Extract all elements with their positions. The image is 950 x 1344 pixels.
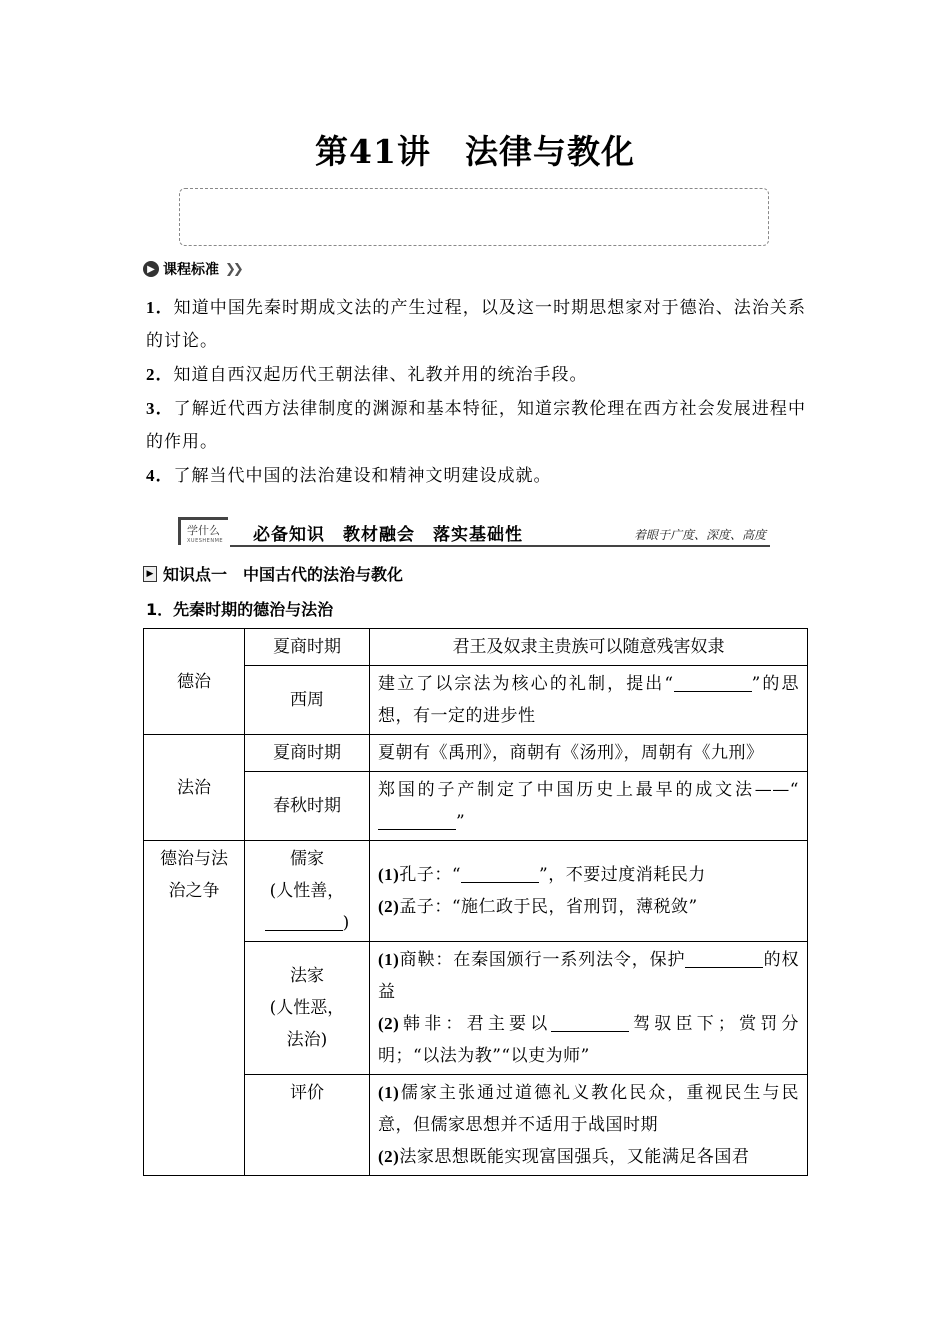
fill-blank[interactable] [461,865,539,883]
play-circle-icon: ▶ [143,261,159,277]
content-cell: (1)孔子：“ ”，不要过度消耗民力 (2)孟子：“施仁政于民，省刑罚，薄税敛” [370,841,808,942]
period-cell: 夏商时期 [245,735,370,772]
double-chevron-icon: ❯❯ [225,261,241,277]
knowledge-table [143,628,808,1176]
play-square-icon: ▶ [143,566,157,582]
category-cell: 法治 [144,735,245,841]
evaluation-cell: 评价 [245,1075,370,1176]
table-row [144,841,808,942]
content-cell: 君王及奴隶主贵族可以随意残害奴隶 [370,629,808,666]
category-cell: 德治与法治之争 [144,841,245,1176]
content-cell: 建立了以宗法为核心的礼制，提出“ ”的思想，有一定的进步性 [370,666,808,735]
xueshenme-logo: 学什么 XUESHENME [178,517,228,545]
fill-blank[interactable] [265,913,343,931]
course-standard-heading [143,259,241,279]
course-standard-list [146,291,806,493]
school-cell: 儒家 (人性善， ) [245,841,370,942]
fill-blank[interactable] [378,812,456,830]
standard-item: 4．了解当代中国的法治建设和精神文明建设成就。 [146,466,552,486]
standard-item: 3．了解近代西方法律制度的渊源和基本特征，知道宗教伦理在西方社会发展进程中的作用。 [146,399,807,452]
content-cell: 夏朝有《禹刑》，商朝有《汤刑》，周朝有《九刑》 [370,735,808,772]
subheading: 1．先秦时期的德治与法治 [146,600,334,619]
fill-blank[interactable] [674,674,752,692]
knowledge-point-heading: ▶ 知识点一 中国古代的法治与教化 [143,562,403,585]
section-banner [178,517,770,547]
fill-blank[interactable] [685,950,763,968]
period-cell: 夏商时期 [245,629,370,666]
content-cell: (1)商鞅：在秦国颁行一系列法令，保护 的权益 (2)韩非：君主要以 驾驭臣下；赏罚分明；“以法为教”“以吏为师” [370,942,808,1075]
table-row [144,735,808,772]
period-cell: 春秋时期 [245,772,370,841]
banner-subtitle: 着眼于广度、深度、高度 [633,528,766,542]
standard-item: 1．知道中国先秦时期成文法的产生过程，以及这一时期思想家对于德治、法治关系的讨论。 [146,298,807,351]
fill-blank[interactable] [551,1014,629,1032]
banner-rule [230,545,770,547]
standard-item: 2．知道自西汉起历代王朝法律、礼教并用的统治手段。 [146,365,588,385]
content-cell: 郑国的子产制定了中国历史上最早的成文法——“” [370,772,808,841]
page-title: 第41讲 法律与教化 [315,132,635,171]
table-row [144,629,808,666]
content-cell: (1)儒家主张通过道德礼义教化民众，重视民生与民意，但儒家思想并不适用于战国时期 (2)法家思想既能实现富国强兵，又能满足各国君 [370,1075,808,1176]
period-cell: 西周 [245,666,370,735]
banner-title: 必备知识 教材融会 落实基础性 [253,525,523,545]
school-cell: 法家 (人性恶， 法治) [245,942,370,1075]
category-cell: 德治 [144,629,245,735]
blank-dashed-box [179,188,769,246]
course-standard-label: 课程标准 [163,262,219,278]
